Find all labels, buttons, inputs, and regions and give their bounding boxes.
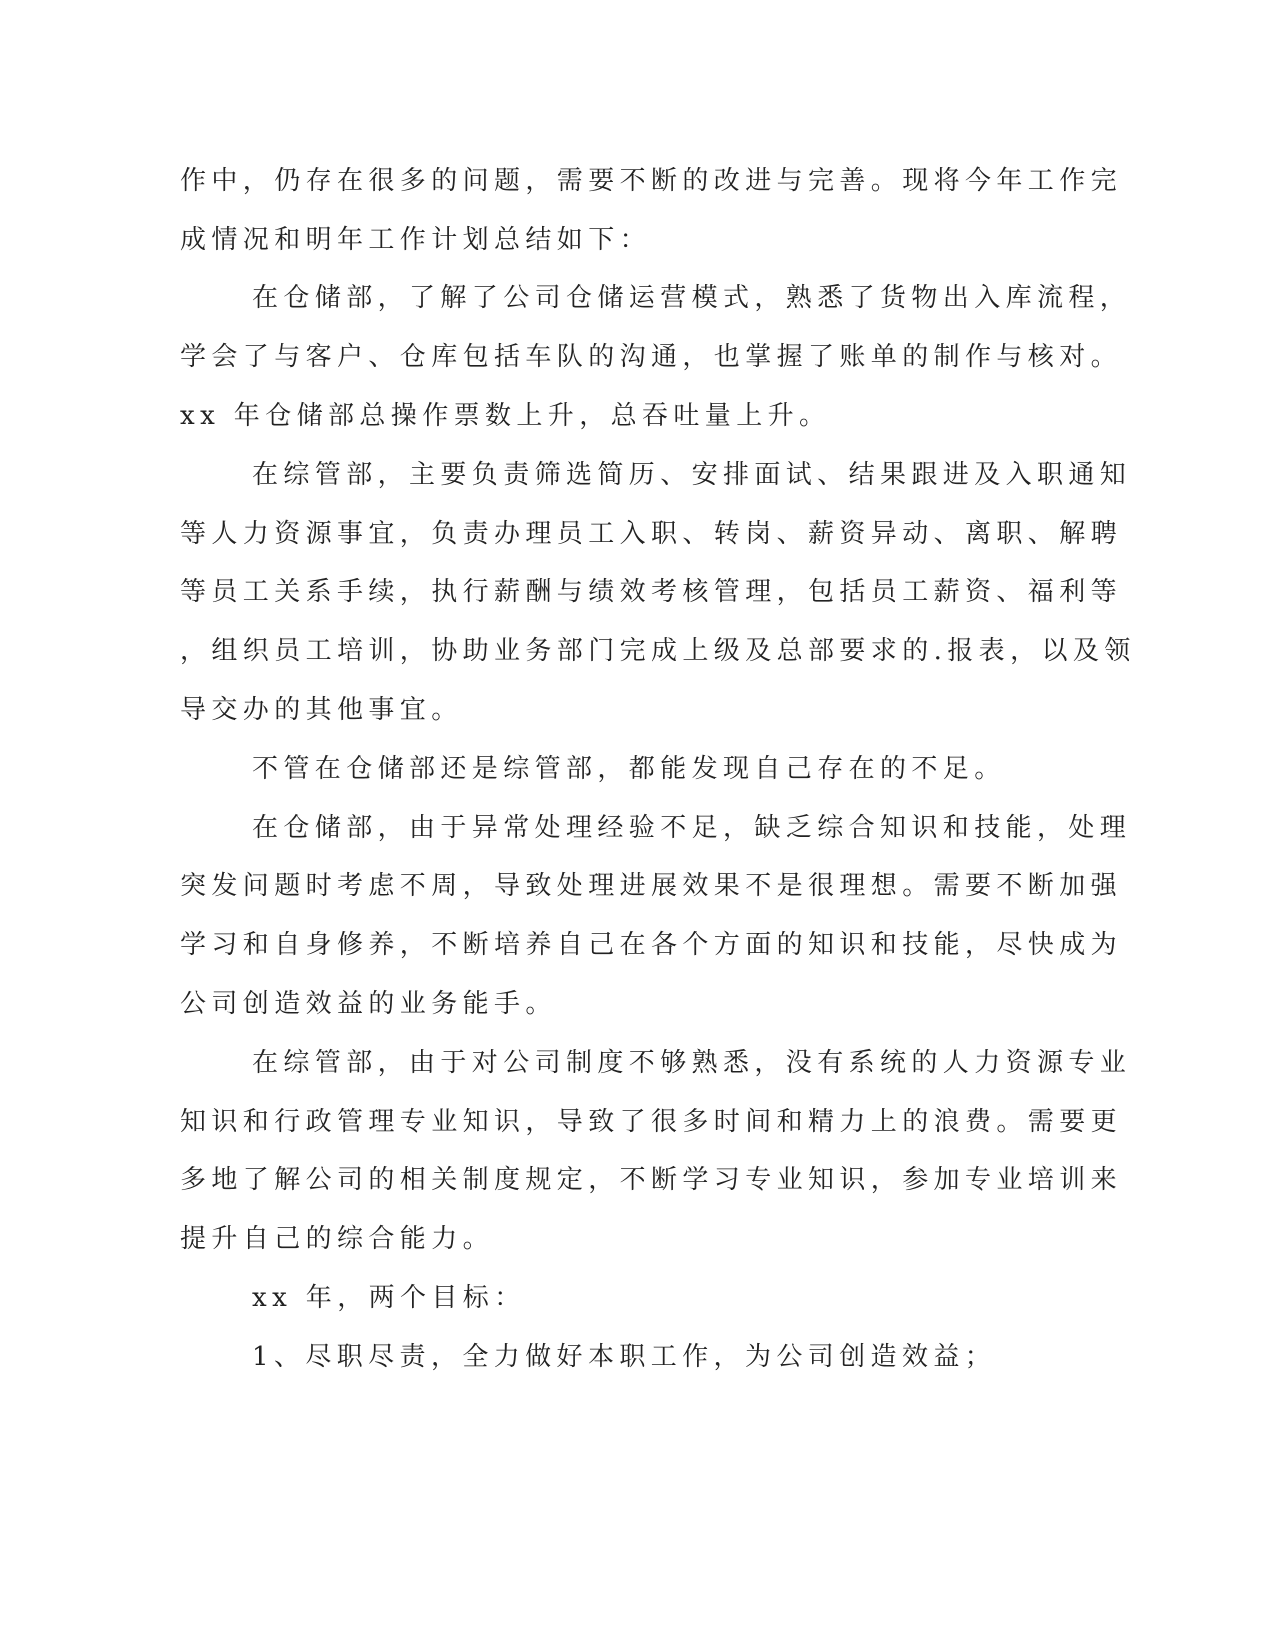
text-line: 学会了与客户、仓库包括车队的沟通，也掌握了账单的制作与核对。 <box>180 342 1123 372</box>
paragraph-first-line: 不管在仓储部还是综管部，都能发现自己存在的不足。 <box>252 754 1006 784</box>
text-line: 成情况和明年工作计划总结如下： <box>180 225 652 255</box>
paragraph-first-line: 在仓储部，由于异常处理经验不足，缺乏综合知识和技能，处理 <box>252 813 1132 843</box>
text-line: 作中，仍存在很多的问题，需要不断的改进与完善。现将今年工作完 <box>180 166 1123 196</box>
list-item: 1、尽职尽责，全力做好本职工作，为公司创造效益； <box>252 1342 997 1372</box>
text-line: ，组织员工培训，协助业务部门完成上级及总部要求的.报表，以及领 <box>180 636 1136 666</box>
text-line: 提升自己的综合能力。 <box>180 1224 495 1254</box>
text-line: 学习和自身修养，不断培养自己在各个方面的知识和技能，尽快成为 <box>180 930 1123 960</box>
text-line: 导交办的其他事宜。 <box>180 695 463 725</box>
paragraph-first-line: xx 年，两个目标： <box>252 1283 526 1313</box>
text-line: 等人力资源事宜，负责办理员工入职、转岗、薪资异动、离职、解聘 <box>180 519 1123 549</box>
paragraph-first-line: 在仓储部，了解了公司仓储运营模式，熟悉了货物出入库流程， <box>252 283 1132 313</box>
text-line: 突发问题时考虑不周，导致处理进展效果不是很理想。需要不断加强 <box>180 871 1123 901</box>
paragraph-first-line: 在综管部，主要负责筛选简历、安排面试、结果跟进及入职通知 <box>252 460 1132 490</box>
text-line: 等员工关系手续，执行薪酬与绩效考核管理，包括员工薪资、福利等 <box>180 577 1123 607</box>
text-line: 公司创造效益的业务能手。 <box>180 989 557 1019</box>
text-line: xx 年仓储部总操作票数上升，总吞吐量上升。 <box>180 401 831 431</box>
text-line: 知识和行政管理专业知识，导致了很多时间和精力上的浪费。需要更 <box>180 1107 1123 1137</box>
text-line: 多地了解公司的相关制度规定，不断学习专业知识，参加专业培训来 <box>180 1165 1123 1195</box>
paragraph-first-line: 在综管部，由于对公司制度不够熟悉，没有系统的人力资源专业 <box>252 1048 1132 1078</box>
